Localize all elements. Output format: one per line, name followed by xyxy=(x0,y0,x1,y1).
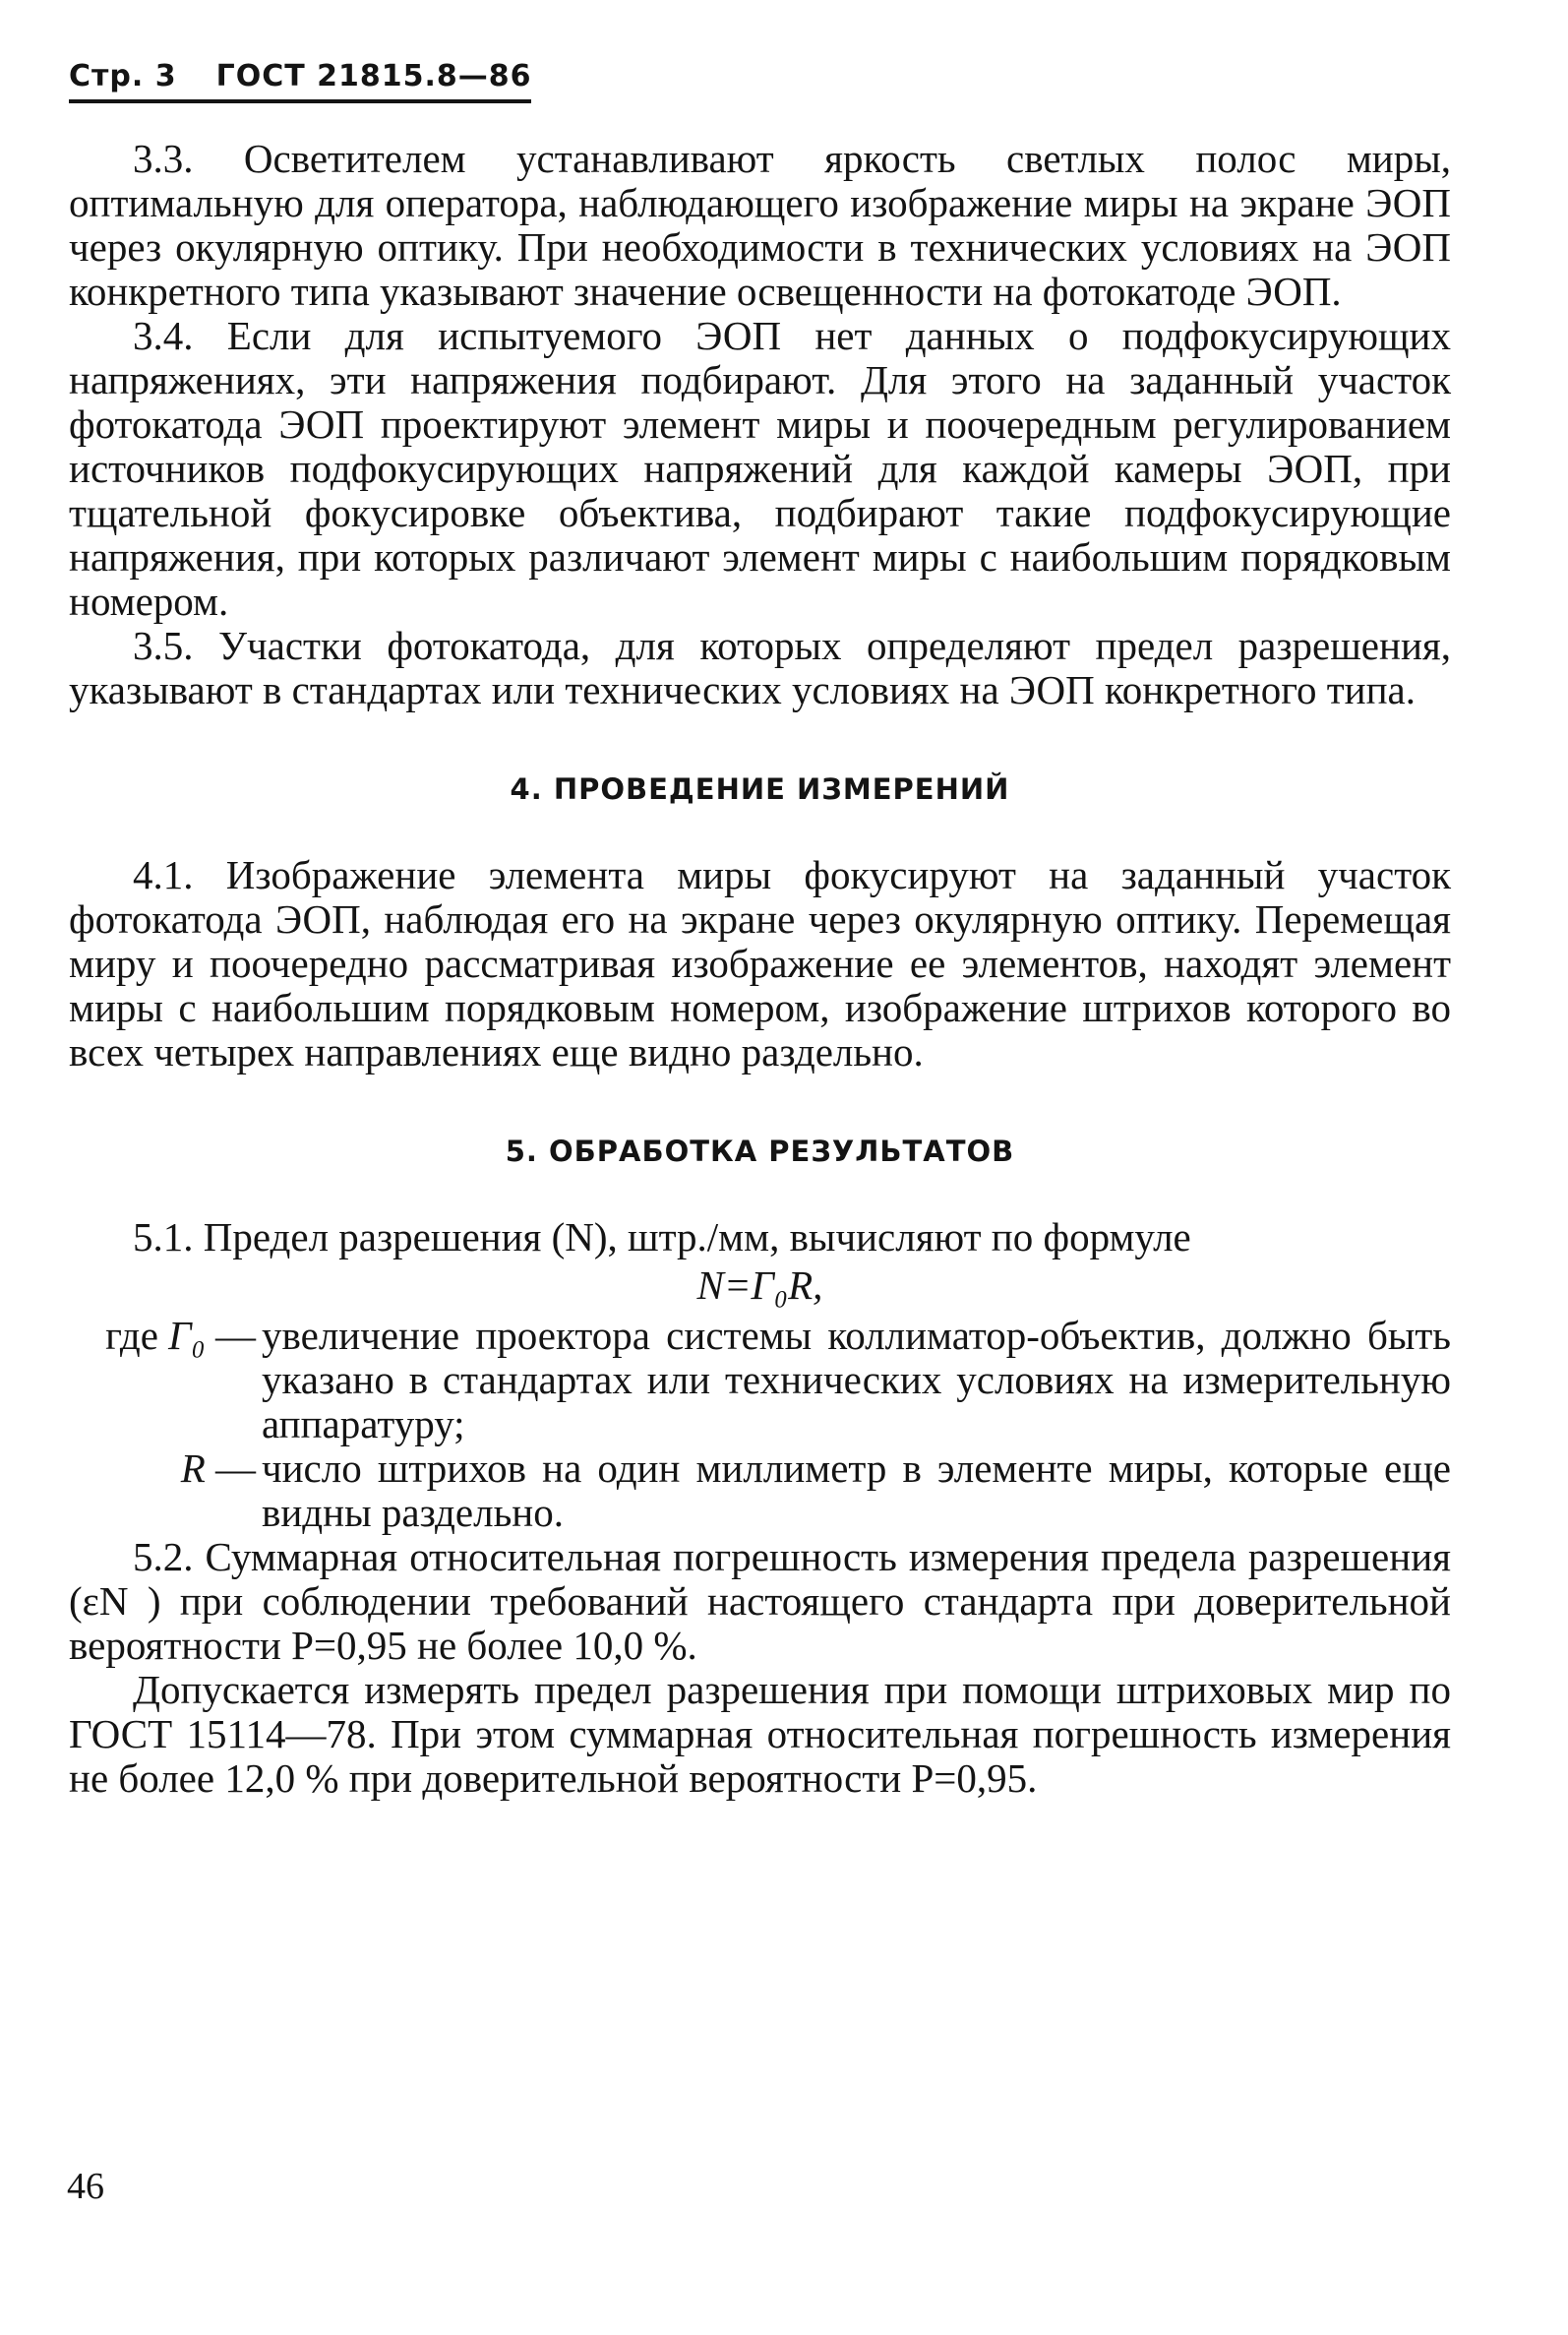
formula-definitions xyxy=(69,1314,1451,1535)
symbol-r: R xyxy=(180,1445,206,1491)
where-word: где xyxy=(105,1313,158,1358)
page-label: Стр. 3 xyxy=(69,59,177,93)
paragraph-5-2: 5.2. Суммарная относительная погрешность измерения предела разрешения (εN ) при соблюдении требований настоящего стандарта при доверительной вероятности P=0,95 не более 10,0 %. xyxy=(69,1534,1451,1668)
page-number: 46 xyxy=(67,2166,104,2207)
document-page xyxy=(69,59,1451,1801)
definition-text-r: число штрихов на один миллиметр в элементе миры, которые еще видны раздельно. xyxy=(262,1445,1451,1535)
paragraph-5-1: 5.1. Предел разрешения (N), штр./мм, вычисляют по формуле xyxy=(133,1214,1191,1260)
definition-symbol-g0: где Г₀ — xyxy=(105,1313,256,1358)
paragraph-5-2-note: Допускается измерять предел разрешения при помощи штриховых мир по ГОСТ 15114—78. При этом суммарная относительная погрешность измерения не более 12,0 % при доверительной вероятности P=0,95. xyxy=(69,1667,1451,1801)
section-5-heading: 5. ОБРАБОТКА РЕЗУЛЬТАТОВ xyxy=(505,1135,1015,1168)
paragraph-3-3: 3.3. Осветителем устанавливают яркость светлых полос миры, оптимальную для оператора, наблюдающего изображение миры на экране ЭОП через окулярную оптику. При необходимости в технических условиях на ЭОП конкретного типа указывают значение освещенности на фотокатоде ЭОП. xyxy=(69,136,1451,314)
section-4-heading: 4. ПРОВЕДЕНИЕ ИЗМЕРЕНИЙ xyxy=(510,772,1010,806)
definition-symbol-r: R — xyxy=(180,1445,256,1491)
resolution-formula: N=Г₀R, xyxy=(696,1262,823,1308)
paragraph-4-1: 4.1. Изображение элемента миры фокусируют на заданный участок фотокатода ЭОП, наблюдая его на экране через окулярную оптику. Перемещая миру и поочередно рассматривая изображение ее элементов, находят элемент миры с наибольшим порядковым номером, изображение штрихов которого во всех четырех направлениях еще видно раздельно. xyxy=(69,852,1451,1075)
definition-text-g0: увеличение проектора системы коллиматор-объектив, должно быть указано в стандартах или технических условиях на измерительную аппаратуру; xyxy=(262,1313,1451,1446)
symbol-g0: Г₀ xyxy=(168,1313,206,1358)
paragraph-3-5: 3.5. Участки фотокатода, для которых определяют предел разрешения, указывают в стандартах или технических условиях на ЭОП конкретного типа. xyxy=(69,623,1451,712)
running-header xyxy=(69,59,531,103)
standard-designation: ГОСТ 21815.8—86 xyxy=(215,59,532,93)
paragraph-3-4: 3.4. Если для испытуемого ЭОП нет данных о подфокусирующих напряжениях, эти напряжения подбирают. Для этого на заданный участок фотокатода ЭОП проектируют элемент миры и поочередным регулированием источников подфокусирующих напряжений для каждой камеры ЭОП, при тщательной фокусировке объектива, подбирают такие подфокусирующие напряжения, при которых различают элемент миры с наибольшим порядковым номером. xyxy=(69,313,1451,624)
body-text xyxy=(69,137,1451,1801)
